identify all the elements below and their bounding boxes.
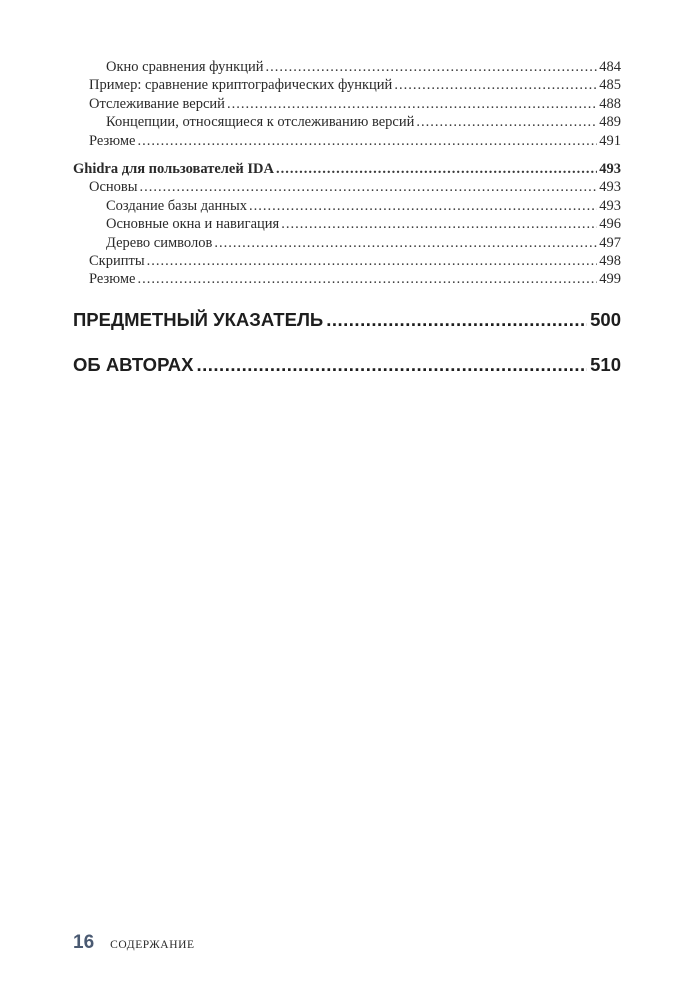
toc-entry-page: 488 <box>599 95 621 112</box>
toc-entry-page: 500 <box>590 308 621 330</box>
toc-entry[interactable] <box>73 270 621 288</box>
dot-leader <box>214 234 597 252</box>
toc-entry-label: ПРЕДМЕТНЫЙ УКАЗАТЕЛЬ <box>73 308 324 330</box>
dot-leader <box>137 270 597 288</box>
dot-leader <box>276 160 597 178</box>
running-footer-title: СОДЕРЖАНИЕ <box>110 939 195 951</box>
dot-leader <box>147 252 598 270</box>
toc-entry[interactable] <box>73 252 621 270</box>
toc-entry-page: 497 <box>599 234 621 251</box>
toc-entry-page: 510 <box>590 353 621 375</box>
dot-leader <box>249 197 597 215</box>
page-footer <box>73 932 195 954</box>
toc-entry-label: ОБ АВТОРАХ <box>73 353 194 375</box>
toc-entry-label: Создание базы данных <box>106 197 248 214</box>
dot-leader <box>394 76 597 94</box>
toc-entry[interactable] <box>73 178 621 196</box>
dot-leader <box>281 215 597 233</box>
toc-authors-entry[interactable] <box>73 354 621 376</box>
toc-entry-page: 491 <box>599 132 621 149</box>
toc-entry[interactable] <box>73 197 621 215</box>
toc-entry-label: Дерево символов <box>106 234 213 251</box>
dot-leader <box>197 354 588 376</box>
dot-leader <box>266 58 598 76</box>
toc-entry-label: Пример: сравнение криптографических функций <box>89 77 393 94</box>
toc-entry-page: 489 <box>599 114 621 131</box>
dot-leader <box>227 95 597 113</box>
toc-entry-label: Основные окна и навигация <box>106 216 280 233</box>
dot-leader <box>416 113 597 131</box>
toc-entry-page: 496 <box>599 216 621 233</box>
toc-chapter-entry[interactable] <box>73 160 621 178</box>
toc-entry-page: 484 <box>599 59 621 75</box>
toc-entry[interactable] <box>73 76 621 94</box>
toc-entry-page: 485 <box>599 77 621 94</box>
dot-leader <box>326 309 587 331</box>
toc-entry[interactable] <box>73 132 621 150</box>
toc-entry-label: Окно сравнения функций <box>106 59 264 75</box>
toc-entry-label: Отслеживание версий <box>89 95 225 112</box>
toc-entry-page: 493 <box>599 179 621 196</box>
toc-entry-label: Ghidra для пользователей IDA <box>73 160 274 177</box>
toc-entry-label: Скрипты <box>89 252 145 269</box>
table-of-contents <box>73 58 621 376</box>
toc-entry-page: 493 <box>599 160 621 177</box>
toc-index-entry[interactable] <box>73 309 621 331</box>
toc-entry[interactable] <box>73 234 621 252</box>
page-number: 16 <box>73 932 95 953</box>
toc-entry[interactable] <box>73 113 621 131</box>
toc-entry-page: 498 <box>599 252 621 269</box>
toc-entry[interactable] <box>73 58 621 76</box>
dot-leader <box>140 178 598 196</box>
toc-entry-label: Резюме <box>89 132 136 149</box>
dot-leader <box>137 132 597 150</box>
toc-entry-page: 493 <box>599 197 621 214</box>
toc-entry[interactable] <box>73 215 621 233</box>
toc-entry-label: Резюме <box>89 271 136 288</box>
toc-entry[interactable] <box>73 95 621 113</box>
toc-entry-page: 499 <box>599 271 621 288</box>
toc-entry-label: Основы <box>89 179 138 196</box>
toc-entry-label: Концепции, относящиеся к отслеживанию версий <box>106 114 415 131</box>
